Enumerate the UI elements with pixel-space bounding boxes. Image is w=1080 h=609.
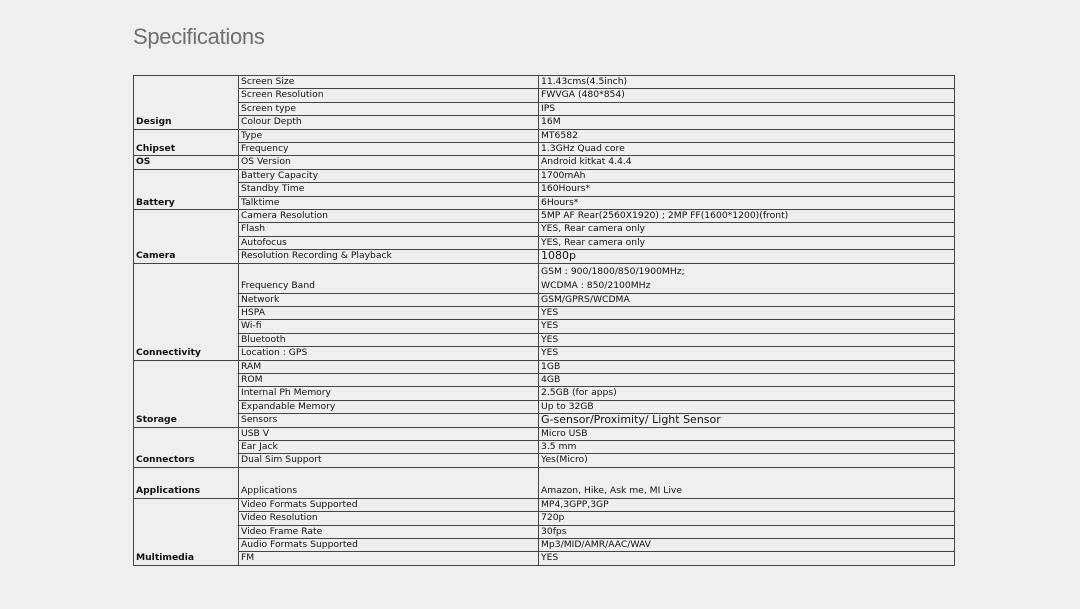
feature-cell: Location : GPS: [239, 347, 539, 360]
value-cell: Android kitkat 4.4.4: [539, 156, 955, 169]
table-row: [134, 116, 955, 129]
category-cell: Chipset: [134, 129, 239, 156]
feature-cell: Camera Resolution: [239, 210, 539, 223]
value-cell: 1080p: [539, 250, 955, 263]
value-cell: 1GB: [539, 360, 955, 373]
feature-cell: RAM: [239, 360, 539, 373]
feature-cell: Screen type: [239, 102, 539, 115]
category-cell: Storage: [134, 360, 239, 427]
value-cell: YES, Rear camera only: [539, 223, 955, 236]
value-cell: YES: [539, 320, 955, 333]
feature-cell: Video Formats Supported: [239, 498, 539, 511]
value-cell: YES: [539, 306, 955, 319]
feature-cell: Internal Ph Memory: [239, 387, 539, 400]
table-row: [134, 400, 955, 413]
feature-cell: HSPA: [239, 306, 539, 319]
feature-cell: Screen Resolution: [239, 89, 539, 102]
table-row: [134, 440, 955, 453]
table-row: [134, 169, 955, 182]
value-cell: 30fps: [539, 525, 955, 538]
value-cell: 1.3GHz Quad core: [539, 143, 955, 156]
feature-cell: Video Resolution: [239, 512, 539, 525]
value-cell: 4GB: [539, 373, 955, 386]
table-row: [134, 512, 955, 525]
feature-cell: ROM: [239, 373, 539, 386]
feature-cell: Autofocus: [239, 236, 539, 249]
value-cell: Yes(Micro): [539, 454, 955, 467]
value-cell: YES: [539, 347, 955, 360]
category-cell: Camera: [134, 210, 239, 264]
value-cell: G-sensor/Proximity/ Light Sensor: [539, 414, 955, 427]
table-row: [134, 427, 955, 440]
table-row: [134, 539, 955, 552]
feature-cell: Colour Depth: [239, 116, 539, 129]
value-line: WCDMA : 850/2100MHz: [541, 280, 651, 292]
table-row: [134, 525, 955, 538]
table-row: [134, 498, 955, 511]
table-row: [134, 129, 955, 142]
value-cell: MT6582: [539, 129, 955, 142]
table-row: [134, 236, 955, 249]
value-line: GSM : 900/1800/850/1900MHz;: [541, 265, 685, 277]
table-row: [134, 156, 955, 169]
category-cell: OS: [134, 156, 239, 169]
value-cell: Amazon, Hike, Ask me, MI Live: [539, 467, 955, 498]
feature-cell: Talktime: [239, 196, 539, 209]
value-cell: 11.43cms(4.5inch): [539, 76, 955, 89]
feature-cell: Type: [239, 129, 539, 142]
feature-cell: Dual Sim Support: [239, 454, 539, 467]
table-row: [134, 89, 955, 102]
value-cell: YES: [539, 552, 955, 565]
value-cell: [539, 263, 955, 293]
category-cell: Multimedia: [134, 498, 239, 565]
table-row: [134, 223, 955, 236]
feature-cell: Frequency Band: [239, 263, 539, 293]
feature-cell: USB V: [239, 427, 539, 440]
feature-cell: FM: [239, 552, 539, 565]
value-cell: 6Hours*: [539, 196, 955, 209]
value-cell: 720p: [539, 512, 955, 525]
feature-cell: Frequency: [239, 143, 539, 156]
table-row: [134, 552, 955, 565]
value-cell: Micro USB: [539, 427, 955, 440]
table-row: [134, 454, 955, 467]
table-row: [134, 196, 955, 209]
table-row: [134, 250, 955, 263]
table-row: [134, 467, 955, 498]
table-row: [134, 320, 955, 333]
value-cell: MP4,3GPP,3GP: [539, 498, 955, 511]
table-row: [134, 387, 955, 400]
feature-cell: Standby Time: [239, 183, 539, 196]
table-row: [134, 333, 955, 346]
value-cell: GSM/GPRS/WCDMA: [539, 293, 955, 306]
feature-cell: OS Version: [239, 156, 539, 169]
feature-cell: Bluetooth: [239, 333, 539, 346]
feature-cell: Wi-fi: [239, 320, 539, 333]
table-row: [134, 183, 955, 196]
value-cell: Mp3/MID/AMR/AAC/WAV: [539, 539, 955, 552]
category-cell: Design: [134, 76, 239, 130]
table-row: [134, 347, 955, 360]
feature-cell: Ear Jack: [239, 440, 539, 453]
feature-cell: Battery Capacity: [239, 169, 539, 182]
value-cell: 160Hours*: [539, 183, 955, 196]
table-row: [134, 210, 955, 223]
category-cell: Connectivity: [134, 263, 239, 360]
table-row: [134, 143, 955, 156]
feature-cell: Network: [239, 293, 539, 306]
value-cell: YES, Rear camera only: [539, 236, 955, 249]
table-row: [134, 293, 955, 306]
table-row: [134, 306, 955, 319]
value-cell: Up to 32GB: [539, 400, 955, 413]
table-row: [134, 76, 955, 89]
value-cell: 2.5GB (for apps): [539, 387, 955, 400]
value-cell: YES: [539, 333, 955, 346]
table-row: [134, 263, 955, 293]
value-cell: 16M: [539, 116, 955, 129]
value-cell: 1700mAh: [539, 169, 955, 182]
table-row: [134, 102, 955, 115]
value-cell: IPS: [539, 102, 955, 115]
value-cell: 5MP AF Rear(2560X1920) ; 2MP FF(1600*1200)(front): [539, 210, 955, 223]
table-row: [134, 414, 955, 427]
feature-cell: Flash: [239, 223, 539, 236]
value-cell: FWVGA (480*854): [539, 89, 955, 102]
feature-cell: Screen Size: [239, 76, 539, 89]
page-title: Specifications: [133, 24, 265, 49]
table-row: [134, 360, 955, 373]
table-row: [134, 373, 955, 386]
feature-cell: Resolution Recording & Playback: [239, 250, 539, 263]
category-cell: Battery: [134, 169, 239, 209]
specifications-table: [133, 75, 955, 566]
feature-cell: Video Frame Rate: [239, 525, 539, 538]
value-cell: 3.5 mm: [539, 440, 955, 453]
category-cell: Connectors: [134, 427, 239, 467]
category-cell: Applications: [134, 467, 239, 498]
feature-cell: Expandable Memory: [239, 400, 539, 413]
feature-cell: Applications: [239, 467, 539, 498]
feature-cell: Audio Formats Supported: [239, 539, 539, 552]
feature-cell: Sensors: [239, 414, 539, 427]
specifications-table-body: [134, 76, 955, 566]
